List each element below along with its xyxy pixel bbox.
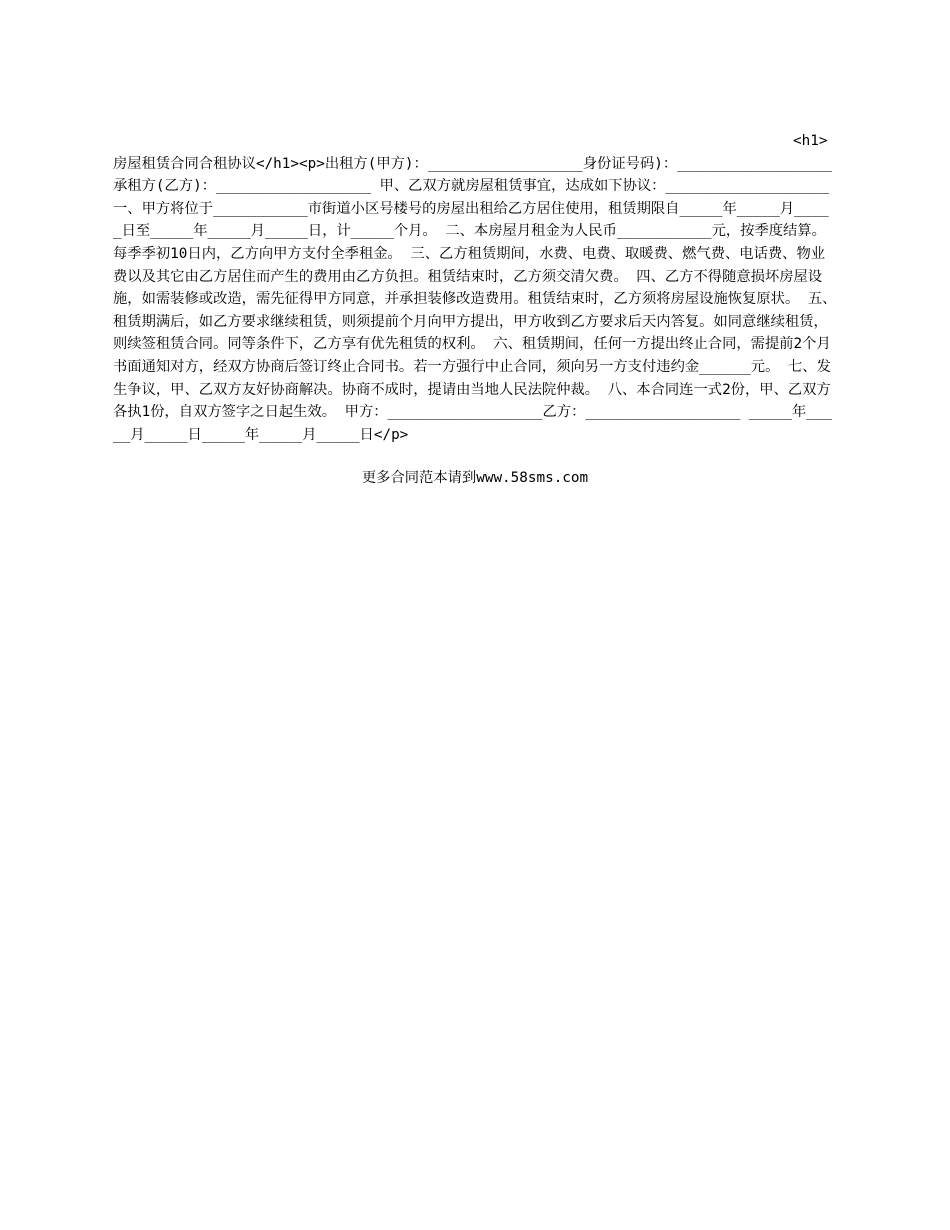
footer-link-text: 更多合同范本请到www.58sms.com (361, 470, 589, 486)
contract-body-text: <h1>房屋租赁合同合租协议</h1><p>出租方(甲方)：__________________身份证号码)：__________________ 承租方(乙方)：__________________ 甲、乙双方就房屋租赁事宜，达成如下协议：___________________ 一、甲方将位于___________市街道小区号楼号的房屋出租给乙方居住使用，租赁期限自_____年_____月_____日至_____年_____月_____日，计_____个月。 二、本房屋月租金为人民币___________元，按季度结算。每季季初10日内，乙方向甲方支付全季租金。 三、乙方租赁期间，水费、电费、取暖费、燃气费、电话费、物业费以及其它由乙方居住而产生的费用由乙方负担。租赁结束时，乙方须交清欠费。 四、乙方不得随意损坏房屋设施，如需装修或改造，需先征得甲方同意，并承担装修改造费用。租赁结束时，乙方须将房屋设施恢复原状。 五、租赁期满后，如乙方要求继续租赁，则须提前个月向甲方提出，甲方收到乙方要求后天内答复。如同意继续租赁，则续签租赁合同。同等条件下，乙方享有优先租赁的权利。 六、租赁期间，任何一方提出终止合同，需提前2个月书面通知对方，经双方协商后签订终止合同书。若一方强行中止合同，须向另一方支付违约金______元。 七、发生争议，甲、乙双方友好协商解决。协商不成时，提请由当地人民法院仲裁。 八、本合同连一式2份，甲、乙双方各执1份，自双方签字之日起生效。 甲方：__________________乙方：__________________ _____年_____月_____日_____年_____月_____日</p> (113, 133, 841, 443)
